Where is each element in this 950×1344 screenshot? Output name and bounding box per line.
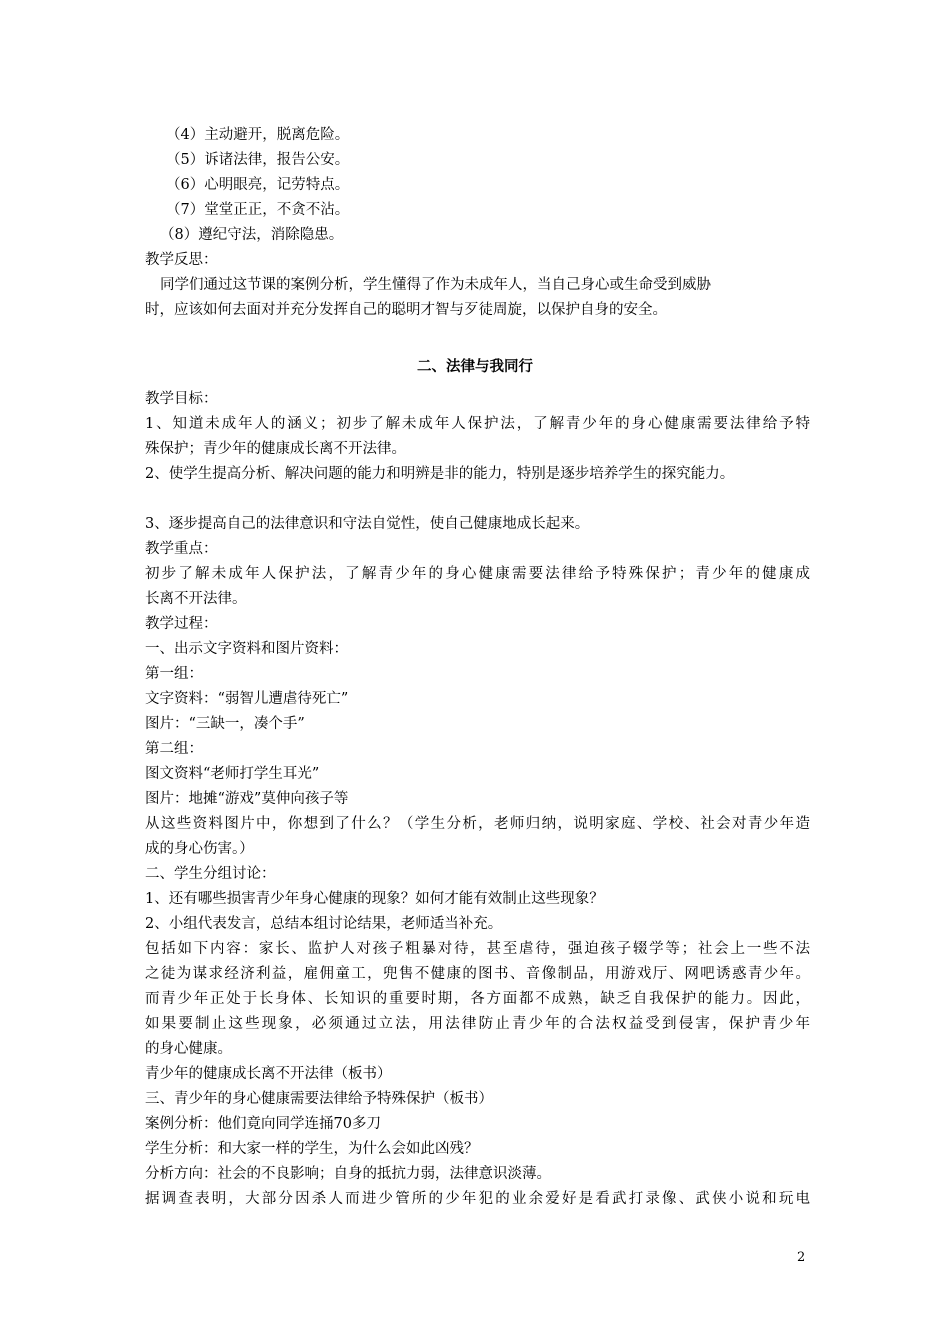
paragraph-line: 分析方向：社会的不良影响；自身的抵抗力弱，法律意识淡薄。 <box>145 1166 551 1182</box>
page-title: 二、法律与我同行 <box>417 358 533 375</box>
paragraph-line: 据调查表明，大部分因杀人而进少管所的少年犯的业余爱好是看武打录像、武侠小说和玩电 <box>145 1191 810 1207</box>
section-heading: 教学过程： <box>145 616 218 632</box>
paragraph-line: 第一组： <box>145 666 203 682</box>
paragraph-line: 2、使学生提高分析、解决问题的能力和明辨是非的能力，特别是逐步培养学生的探究能力。 <box>145 466 735 482</box>
list-item: （6）心明眼亮，记劳特点。 <box>166 177 350 193</box>
paragraph-line: 文字资料：“弱智儿遭虐待死亡” <box>145 691 349 707</box>
paragraph-line: 图片：地摊“游戏”莫伸向孩子等 <box>145 791 349 807</box>
paragraph-line: 1、知道未成年人的涵义；初步了解未成年人保护法，了解青少年的身心健康需要法律给予特 <box>145 416 810 432</box>
paragraph-line: 第二组： <box>145 741 203 757</box>
paragraph-line: 学生分析：和大家一样的学生，为什么会如此凶残？ <box>145 1141 479 1157</box>
paragraph-line: 图片：“三缺一，凑个手” <box>145 716 305 732</box>
paragraph-line: 从这些资料图片中，你想到了什么？（学生分析，老师归纳，说明家庭、学校、社会对青少年造 <box>145 816 810 832</box>
paragraph-line: 2、小组代表发言，总结本组讨论结果，老师适当补充。 <box>145 916 503 932</box>
section-heading: 教学重点： <box>145 541 218 557</box>
paragraph-line: 1、还有哪些损害青少年身心健康的现象？如何才能有效制止这些现象？ <box>145 891 604 907</box>
paragraph-line: 三、青少年的身心健康需要法律给予特殊保护（板书） <box>145 1091 493 1107</box>
paragraph-line: 如果要制止这些现象，必须通过立法，用法律防止青少年的合法权益受到侵害，保护青少年 <box>145 1016 810 1032</box>
paragraph-line: 而青少年正处于长身体、长知识的重要时期，各方面都不成熟，缺乏自我保护的能力。因此， <box>145 991 810 1007</box>
paragraph-line: 一、出示文字资料和图片资料： <box>145 641 348 657</box>
paragraph-line: 案例分析：他们竟向同学连捅70多刀 <box>145 1116 381 1132</box>
paragraph-line: 初步了解未成年人保护法，了解青少年的身心健康需要法律给予特殊保护；青少年的健康成 <box>145 566 810 582</box>
section-heading: 教学反思： <box>145 252 218 268</box>
paragraph-line: 的身心健康。 <box>145 1041 232 1057</box>
paragraph-line: 3、逐步提高自己的法律意识和守法自觉性，使自己健康地成长起来。 <box>145 516 590 532</box>
paragraph-line: 时，应该如何去面对并充分发挥自己的聪明才智与歹徒周旋，以保护自身的安全。 <box>145 302 667 318</box>
paragraph-line: 同学们通过这节课的案例分析，学生懂得了作为未成年人，当自己身心或生命受到威胁 <box>160 277 711 293</box>
page-number: 2 <box>797 1250 806 1265</box>
paragraph-line: 成的身心伤害。） <box>145 841 254 857</box>
paragraph-line: 长离不开法律。 <box>145 591 247 607</box>
paragraph-line: 图文资料“老师打学生耳光” <box>145 766 320 782</box>
paragraph-line: 之徒为谋求经济利益，雇佣童工，兜售不健康的图书、音像制品，用游戏厅、网吧诱惑青少年。 <box>145 966 810 982</box>
paragraph-line: 二、学生分组讨论： <box>145 866 276 882</box>
list-item: （5）诉诸法律，报告公安。 <box>166 152 350 168</box>
list-item: （4）主动避开，脱离危险。 <box>166 127 350 143</box>
section-heading: 教学目标： <box>145 391 218 407</box>
list-item: （7）堂堂正正，不贪不沾。 <box>166 202 350 218</box>
paragraph-line: 殊保护；青少年的健康成长离不开法律。 <box>145 441 406 457</box>
paragraph-line: 包括如下内容：家长、监护人对孩子粗暴对待，甚至虐待，强迫孩子辍学等；社会上一些不法 <box>145 941 810 957</box>
paragraph-line: 青少年的健康成长离不开法律（板书） <box>145 1066 392 1082</box>
list-item: （8）遵纪守法，消除隐患。 <box>160 227 344 243</box>
